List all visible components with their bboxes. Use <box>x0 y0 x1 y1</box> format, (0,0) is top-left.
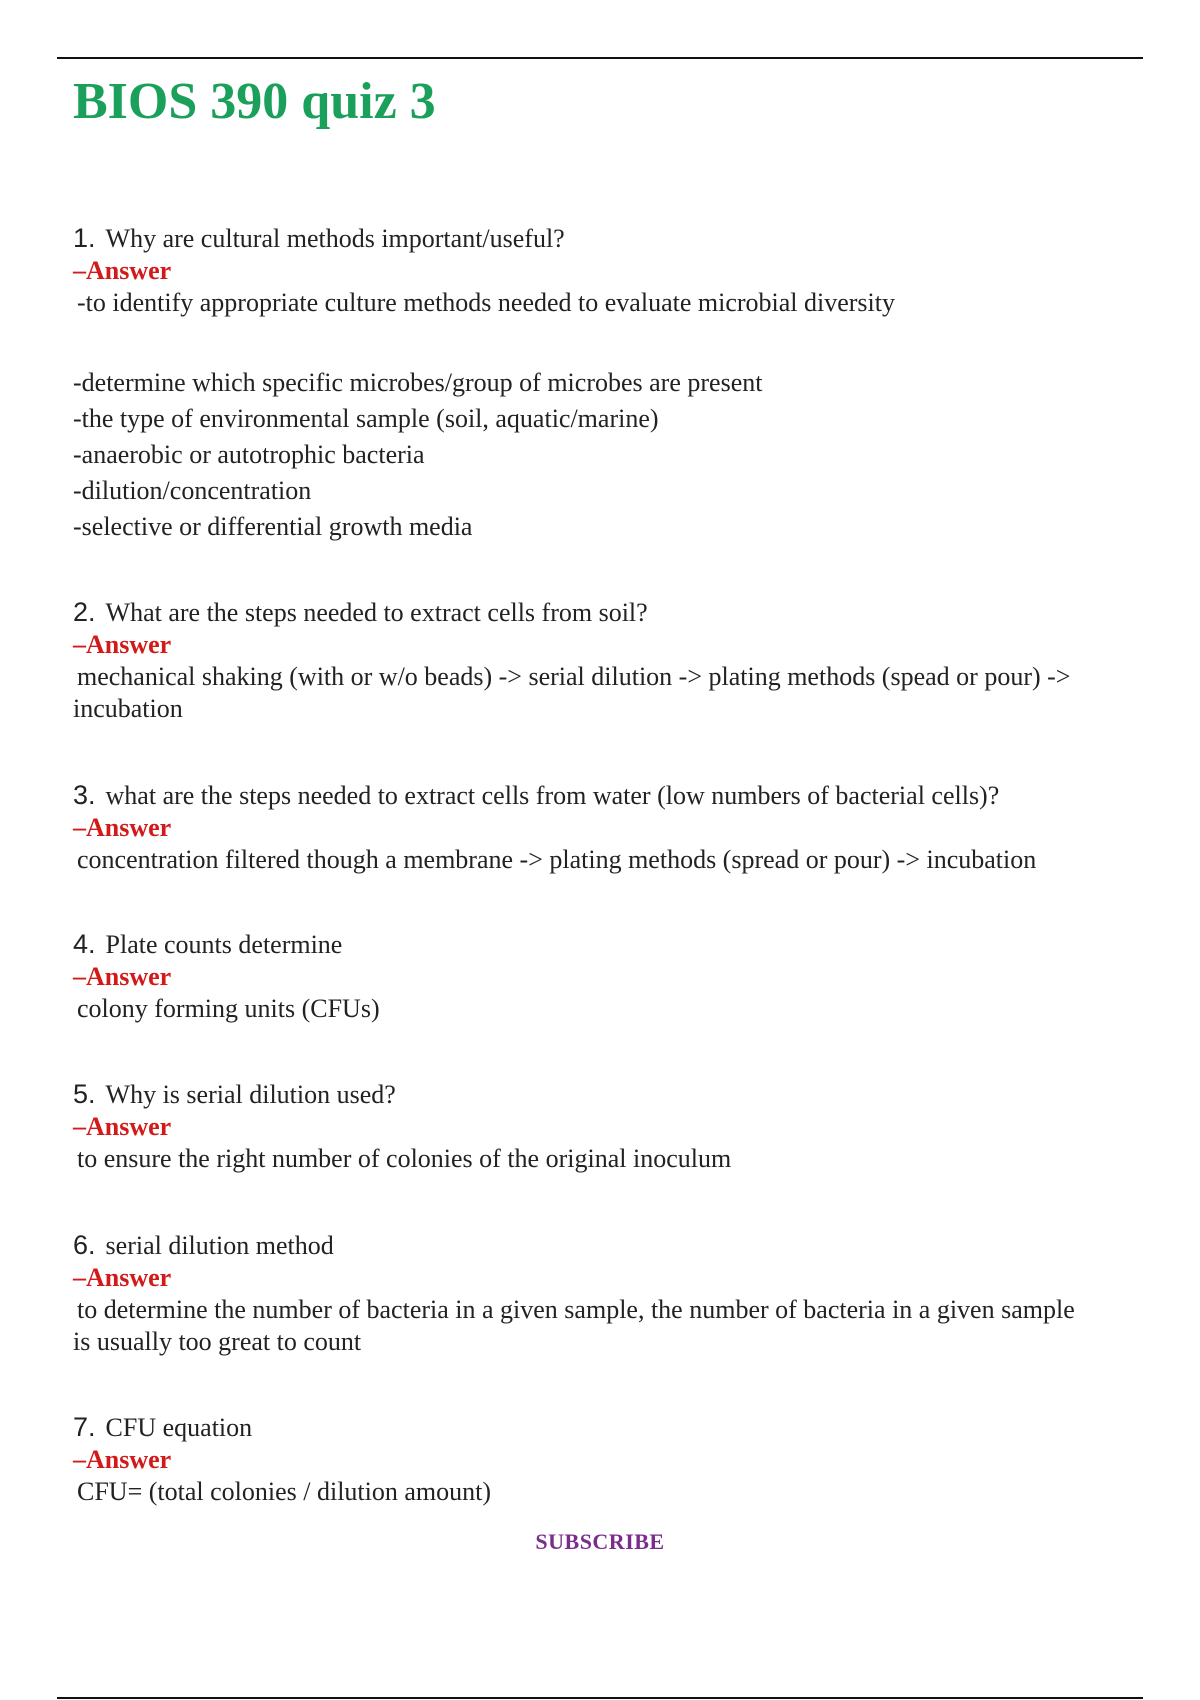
question-line <box>73 779 1163 812</box>
answer-label: –Answer <box>73 1445 172 1474</box>
answer-text: CFU= (total colonies / dilution amount) <box>77 1477 492 1506</box>
question-number: 1. <box>73 223 96 253</box>
question-number: 6. <box>73 1230 96 1260</box>
answer-label: –Answer <box>73 813 172 842</box>
answer-label: –Answer <box>73 630 172 659</box>
subscribe-link[interactable]: SUBSCRIBE <box>535 1529 665 1554</box>
question-block-2 <box>73 596 1163 725</box>
question-text: Why is serial dilution used? <box>105 1080 396 1109</box>
answer-item: -the type of environmental sample (soil, aquatic/marine) <box>73 404 659 433</box>
top-divider <box>57 57 1143 59</box>
question-block-3 <box>73 779 1163 876</box>
question-number: 7. <box>73 1412 96 1442</box>
answer-text-continued: is usually too great to count <box>73 1327 362 1356</box>
question-line <box>73 222 1163 255</box>
question-block-5 <box>73 1078 1163 1175</box>
question-line <box>73 1078 1163 1111</box>
answer-label: –Answer <box>73 256 172 285</box>
question-number: 4. <box>73 929 96 959</box>
answer-item: -anaerobic or autotrophic bacteria <box>73 440 425 469</box>
question-block-7 <box>73 1411 1163 1508</box>
answer-text: -to identify appropriate culture methods needed to evaluate microbial diversity <box>77 288 895 317</box>
answer-item: -selective or differential growth media <box>73 512 473 541</box>
question-text: serial dilution method <box>105 1231 334 1260</box>
answer-text: mechanical shaking (with or w/o beads) -> serial dilution -> plating methods (spead or pour) -> <box>77 662 1071 691</box>
question-line <box>73 928 1163 961</box>
bottom-divider <box>57 1697 1143 1699</box>
answer-label: –Answer <box>73 962 172 991</box>
answer-item: -determine which specific microbes/group of microbes are present <box>73 368 763 397</box>
answer-label: –Answer <box>73 1112 172 1141</box>
answer-text-continued: incubation <box>73 694 183 723</box>
question-block-1 <box>73 222 1163 543</box>
page-title: BIOS 390 quiz 3 <box>73 73 436 130</box>
question-text: what are the steps needed to extract cells from water (low numbers of bacterial cells)? <box>105 781 1000 810</box>
question-text: CFU equation <box>105 1413 253 1442</box>
answer-text: colony forming units (CFUs) <box>77 994 380 1023</box>
question-line <box>73 1411 1163 1444</box>
question-number: 3. <box>73 780 96 810</box>
question-text: Why are cultural methods important/useful? <box>105 224 565 253</box>
question-line <box>73 596 1163 629</box>
answer-text: concentration filtered though a membrane -> plating methods (spread or pour) -> incubation <box>77 845 1037 874</box>
answer-item: -dilution/concentration <box>73 476 312 505</box>
answer-text: to determine the number of bacteria in a given sample, the number of bacteria in a given sample <box>77 1295 1075 1324</box>
answer-label: –Answer <box>73 1263 172 1292</box>
question-line <box>73 1229 1163 1262</box>
question-block-4 <box>73 928 1163 1025</box>
answer-text: to ensure the right number of colonies of the original inoculum <box>77 1144 732 1173</box>
question-text: Plate counts determine <box>105 930 343 959</box>
question-number: 5. <box>73 1079 96 1109</box>
question-block-6 <box>73 1229 1163 1358</box>
question-number: 2. <box>73 597 96 627</box>
question-text: What are the steps needed to extract cells from soil? <box>105 598 648 627</box>
